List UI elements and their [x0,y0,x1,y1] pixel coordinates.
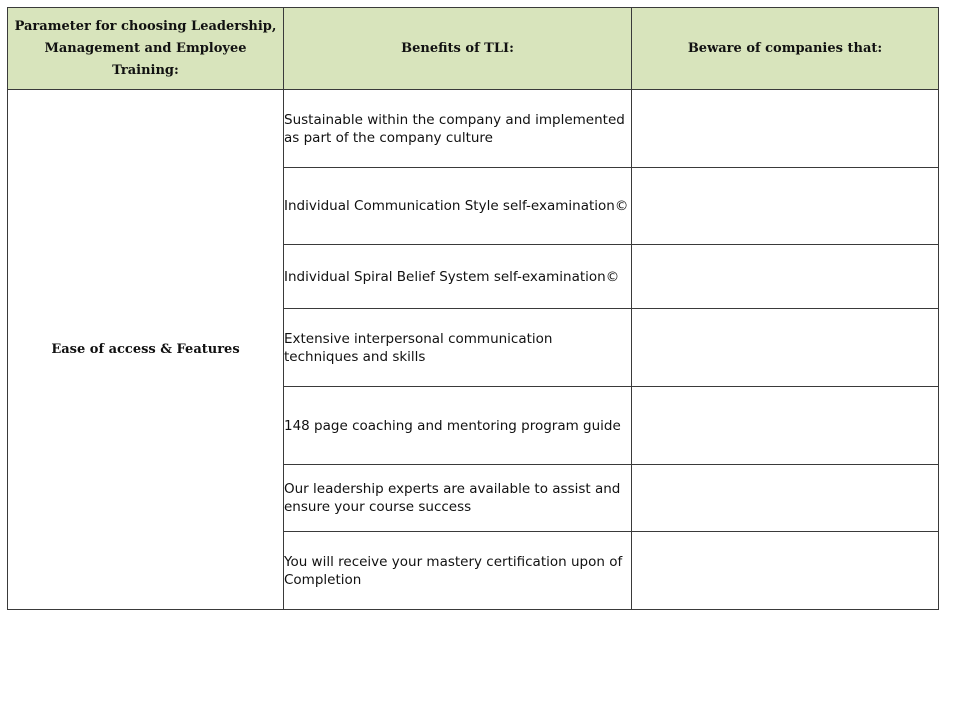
beware-cell [632,168,939,245]
benefit-cell: Individual Communication Style self-examination© [284,168,632,245]
header-beware: Beware of companies that: [632,8,939,90]
parameter-label: Ease of access & Features [8,90,284,610]
beware-cell [632,245,939,309]
beware-cell [632,90,939,168]
table-header [8,8,939,90]
header-parameter: Parameter for choosing Leadership, Management and Employee Training: [8,8,284,90]
beware-cell [632,532,939,610]
comparison-table [7,7,939,610]
benefit-cell: Our leadership experts are available to assist and ensure your course success [284,465,632,532]
benefit-cell: You will receive your mastery certification upon of Completion [284,532,632,610]
benefit-cell: Sustainable within the company and implemented as part of the company culture [284,90,632,168]
beware-cell [632,309,939,387]
header-row [8,8,939,90]
header-benefits: Benefits of TLI: [284,8,632,90]
table-body [8,90,939,610]
benefit-cell: 148 page coaching and mentoring program guide [284,387,632,465]
benefit-cell: Individual Spiral Belief System self-examination© [284,245,632,309]
benefit-cell: Extensive interpersonal communication techniques and skills [284,309,632,387]
table-row [8,90,939,168]
beware-cell [632,465,939,532]
beware-cell [632,387,939,465]
